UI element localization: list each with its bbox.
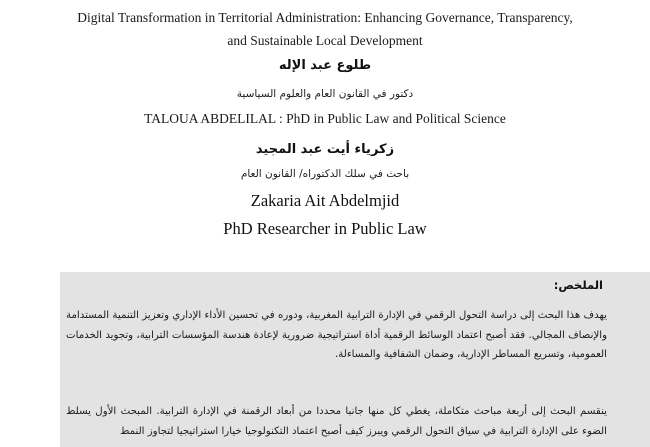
author2-role-english: PhD Researcher in Public Law — [223, 219, 427, 238]
title-line-2: and Sustainable Local Development — [227, 33, 423, 48]
abstract-paragraph-1: يهدف هذا البحث إلى دراسة التحول الرقمي في الإدارة الترابية المغربية، ودوره في تحسين الأداء الإداري وتعزيز التنمية المستدامة والإنصاف المجالي. فقد أصبح اعتماد الوسائط الرقمية أداة استراتيجية ضرورية لإعادة هندسة المؤسسات الترابية، وتجويد الخدمات العمومية، وتسريع المساطر الإدارية، وضمان الشفافية والمساءلة. — [66, 310, 607, 360]
abstract-heading: الملخص: — [553, 278, 603, 292]
author1-degree-arabic: دكتور في القانون العام والعلوم السياسية — [236, 88, 414, 100]
author2-name-arabic: زكرياء أيت عبد المجيد — [255, 142, 395, 157]
abstract-section — [60, 272, 650, 447]
author1-name-english: TALOUA ABDELILAL : PhD in Public Law and Political Science — [144, 111, 506, 126]
abstract-paragraph-2: ينقسم البحث إلى أربعة مباحث متكاملة، يغطي كل منها جانبا محددا من أبعاد الرقمنة في الإدارة الترابية. المبحث الأول يسلط الضوء على الإدارة الترابية في سياق التحول الرقمي ويبرز كيف أصبح اعتماد التكنولوجيا خيارا استراتيجيا لتجاوز النمط — [66, 406, 607, 437]
author2-name-english: Zakaria Ait Abdelmjid — [250, 191, 400, 210]
paper-title — [40, 6, 610, 52]
title-line-1: Digital Transformation in Territorial Administration: Enhancing Governance, Transparency, — [77, 10, 573, 25]
author2-degree-arabic: باحث في سلك الدكتوراه/ القانون العام — [240, 168, 410, 180]
author1-name-arabic: طلوع عبد الإله — [278, 58, 372, 73]
